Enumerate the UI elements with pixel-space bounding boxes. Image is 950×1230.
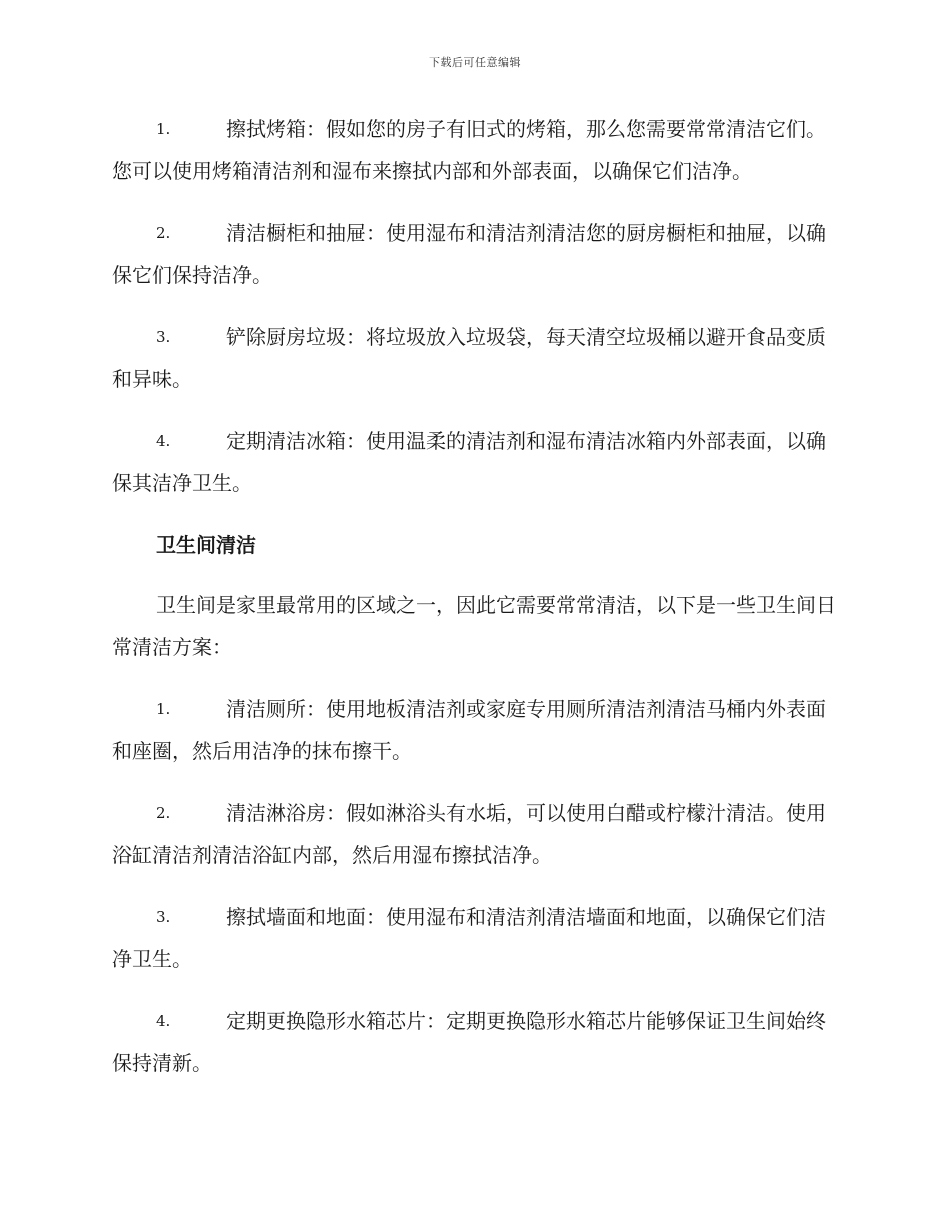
list-item-number: 4. xyxy=(156,432,171,450)
list-item xyxy=(112,420,838,504)
list-item-text: 清洁厕所：使用地板清洁剂或家庭专用厕所清洁剂清洁马桶内外表面和座圈，然后用洁净的抹布擦干。 xyxy=(112,697,826,763)
list-item-number: 3. xyxy=(156,328,171,346)
list-item-text: 铲除厨房垃圾：将垃圾放入垃圾袋，每天清空垃圾桶以避开食品变质和异味。 xyxy=(112,325,826,391)
list-item-text: 定期清洁冰箱：使用温柔的清洁剂和湿布清洁冰箱内外部表面，以确保其洁净卫生。 xyxy=(112,429,826,495)
list-item xyxy=(112,212,838,296)
list-item xyxy=(112,896,838,980)
list-item xyxy=(112,792,838,876)
list-item-text: 定期更换隐形水箱芯片：定期更换隐形水箱芯片能够保证卫生间始终保持清新。 xyxy=(112,1009,826,1075)
list-item-number: 3. xyxy=(156,908,171,926)
section-intro: 卫生间是家里最常用的区域之一，因此它需要常常清洁，以下是一些卫生间日常清洁方案： xyxy=(112,593,836,659)
list-item-number: 2. xyxy=(156,804,171,822)
list-item-text: 清洁淋浴房：假如淋浴头有水垢，可以使用白醋或柠檬汁清洁。使用浴缸清洁剂清洁浴缸内部，然后用湿布擦拭洁净。 xyxy=(112,801,826,867)
page-header: 下载后可任意编辑 xyxy=(429,56,521,69)
list-item-number: 2. xyxy=(156,224,171,242)
list-item-number: 4. xyxy=(156,1012,171,1030)
list-item-text: 擦拭墙面和地面：使用湿布和清洁剂清洁墙面和地面，以确保它们洁净卫生。 xyxy=(112,905,826,971)
list-item xyxy=(112,316,838,400)
list-item-text: 清洁橱柜和抽屉：使用湿布和清洁剂清洁您的厨房橱柜和抽屉，以确保它们保持洁净。 xyxy=(112,221,826,287)
list-item xyxy=(112,108,838,192)
list-item-number: 1. xyxy=(156,700,171,718)
section-heading: 卫生间清洁 xyxy=(156,533,256,557)
list-item xyxy=(112,1000,838,1084)
page-content xyxy=(112,108,838,1104)
list-item-number: 1. xyxy=(156,120,171,138)
list-item xyxy=(112,688,838,772)
list-item-text: 擦拭烤箱：假如您的房子有旧式的烤箱，那么您需要常常清洁它们。您可以使用烤箱清洁剂和湿布来擦拭内部和外部表面，以确保它们洁净。 xyxy=(112,117,826,183)
